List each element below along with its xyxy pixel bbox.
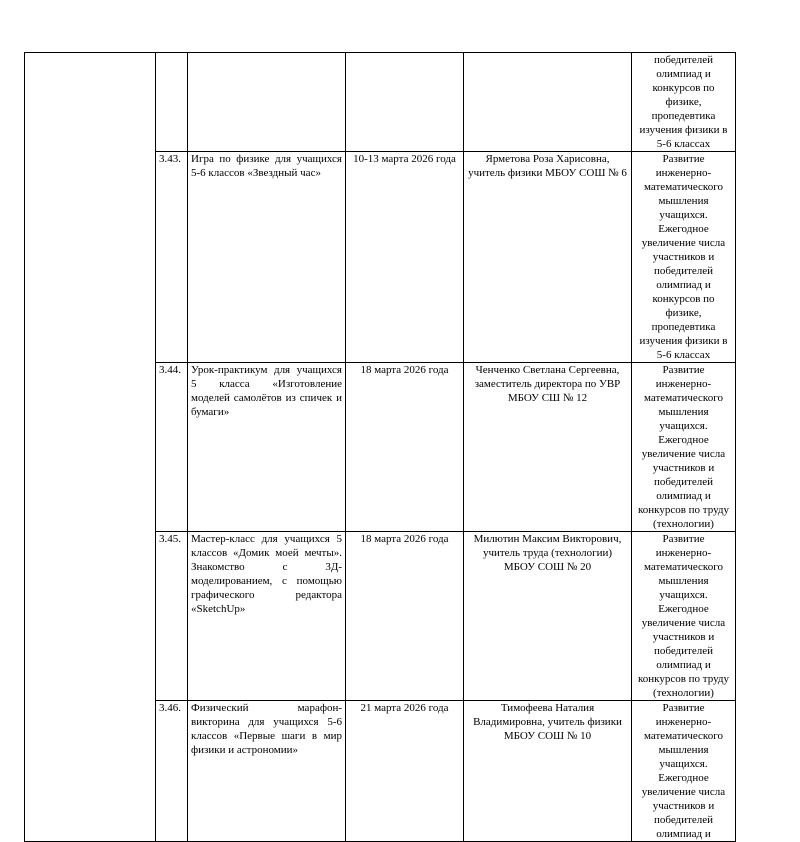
expected-result: Развитие инженерно-математического мышления учащихся. Ежегодное увеличение числа участников и победителей олимпиад и конкурсов по труду (технологии) xyxy=(632,363,736,532)
event-date: 10-13 марта 2026 года xyxy=(346,152,464,363)
responsible-person: Тимофеева Наталия Владимировна, учитель физики МБОУ СОШ № 10 xyxy=(464,701,632,842)
event-date: 21 марта 2026 года xyxy=(346,701,464,842)
expected-result: Развитие инженерно-математического мышления учащихся. Ежегодное увеличение числа участников и победителей олимпиад и конкурсов по труду (технологии) xyxy=(632,532,736,701)
responsible-person: Милютин Максим Викторович, учитель труда (технологии) МБОУ СОШ № 20 xyxy=(464,532,632,701)
row-number: 3.45. xyxy=(156,532,188,701)
event-title: Мастер-класс для учащихся 5 классов «Домик моей мечты». Знакомство с 3Д-моделированием, с помощью графического редактора «SketchUp» xyxy=(188,532,346,701)
row-number: 3.46. xyxy=(156,701,188,842)
table-row xyxy=(25,53,736,152)
responsible-person: Ченченко Светлана Сергеевна, заместитель директора по УВР МБОУ СШ № 12 xyxy=(464,363,632,532)
event-date xyxy=(346,53,464,152)
responsible-person xyxy=(464,53,632,152)
row-number: 3.43. xyxy=(156,152,188,363)
responsible-person: Ярметова Роза Харисовна, учитель физики МБОУ СОШ № 6 xyxy=(464,152,632,363)
expected-result: победителей олимпиад и конкурсов по физике, пропедевтика изучения физики в 5-6 классах xyxy=(632,53,736,152)
event-title: Игра по физике для учащихся 5-6 классов «Звездный час» xyxy=(188,152,346,363)
events-table xyxy=(24,52,736,842)
expected-result: Развитие инженерно-математического мышления учащихся. Ежегодное увеличение числа участников и победителей олимпиад и конкурсов по физике, пропедевтика изучения физики в 5-6 классах xyxy=(632,152,736,363)
event-date: 18 марта 2026 года xyxy=(346,363,464,532)
event-title xyxy=(188,53,346,152)
event-title: Урок-практикум для учащихся 5 класса «Изготовление моделей самолётов из спичек и бумаги» xyxy=(188,363,346,532)
row-number xyxy=(156,53,188,152)
expected-result: Развитие инженерно-математического мышления учащихся. Ежегодное увеличение числа участников и победителей олимпиад и xyxy=(632,701,736,842)
section-cell xyxy=(25,53,156,842)
row-number: 3.44. xyxy=(156,363,188,532)
event-date: 18 марта 2026 года xyxy=(346,532,464,701)
event-title: Физический марафон-викторина для учащихся 5-6 классов «Первые шаги в мир физики и астрономии» xyxy=(188,701,346,842)
